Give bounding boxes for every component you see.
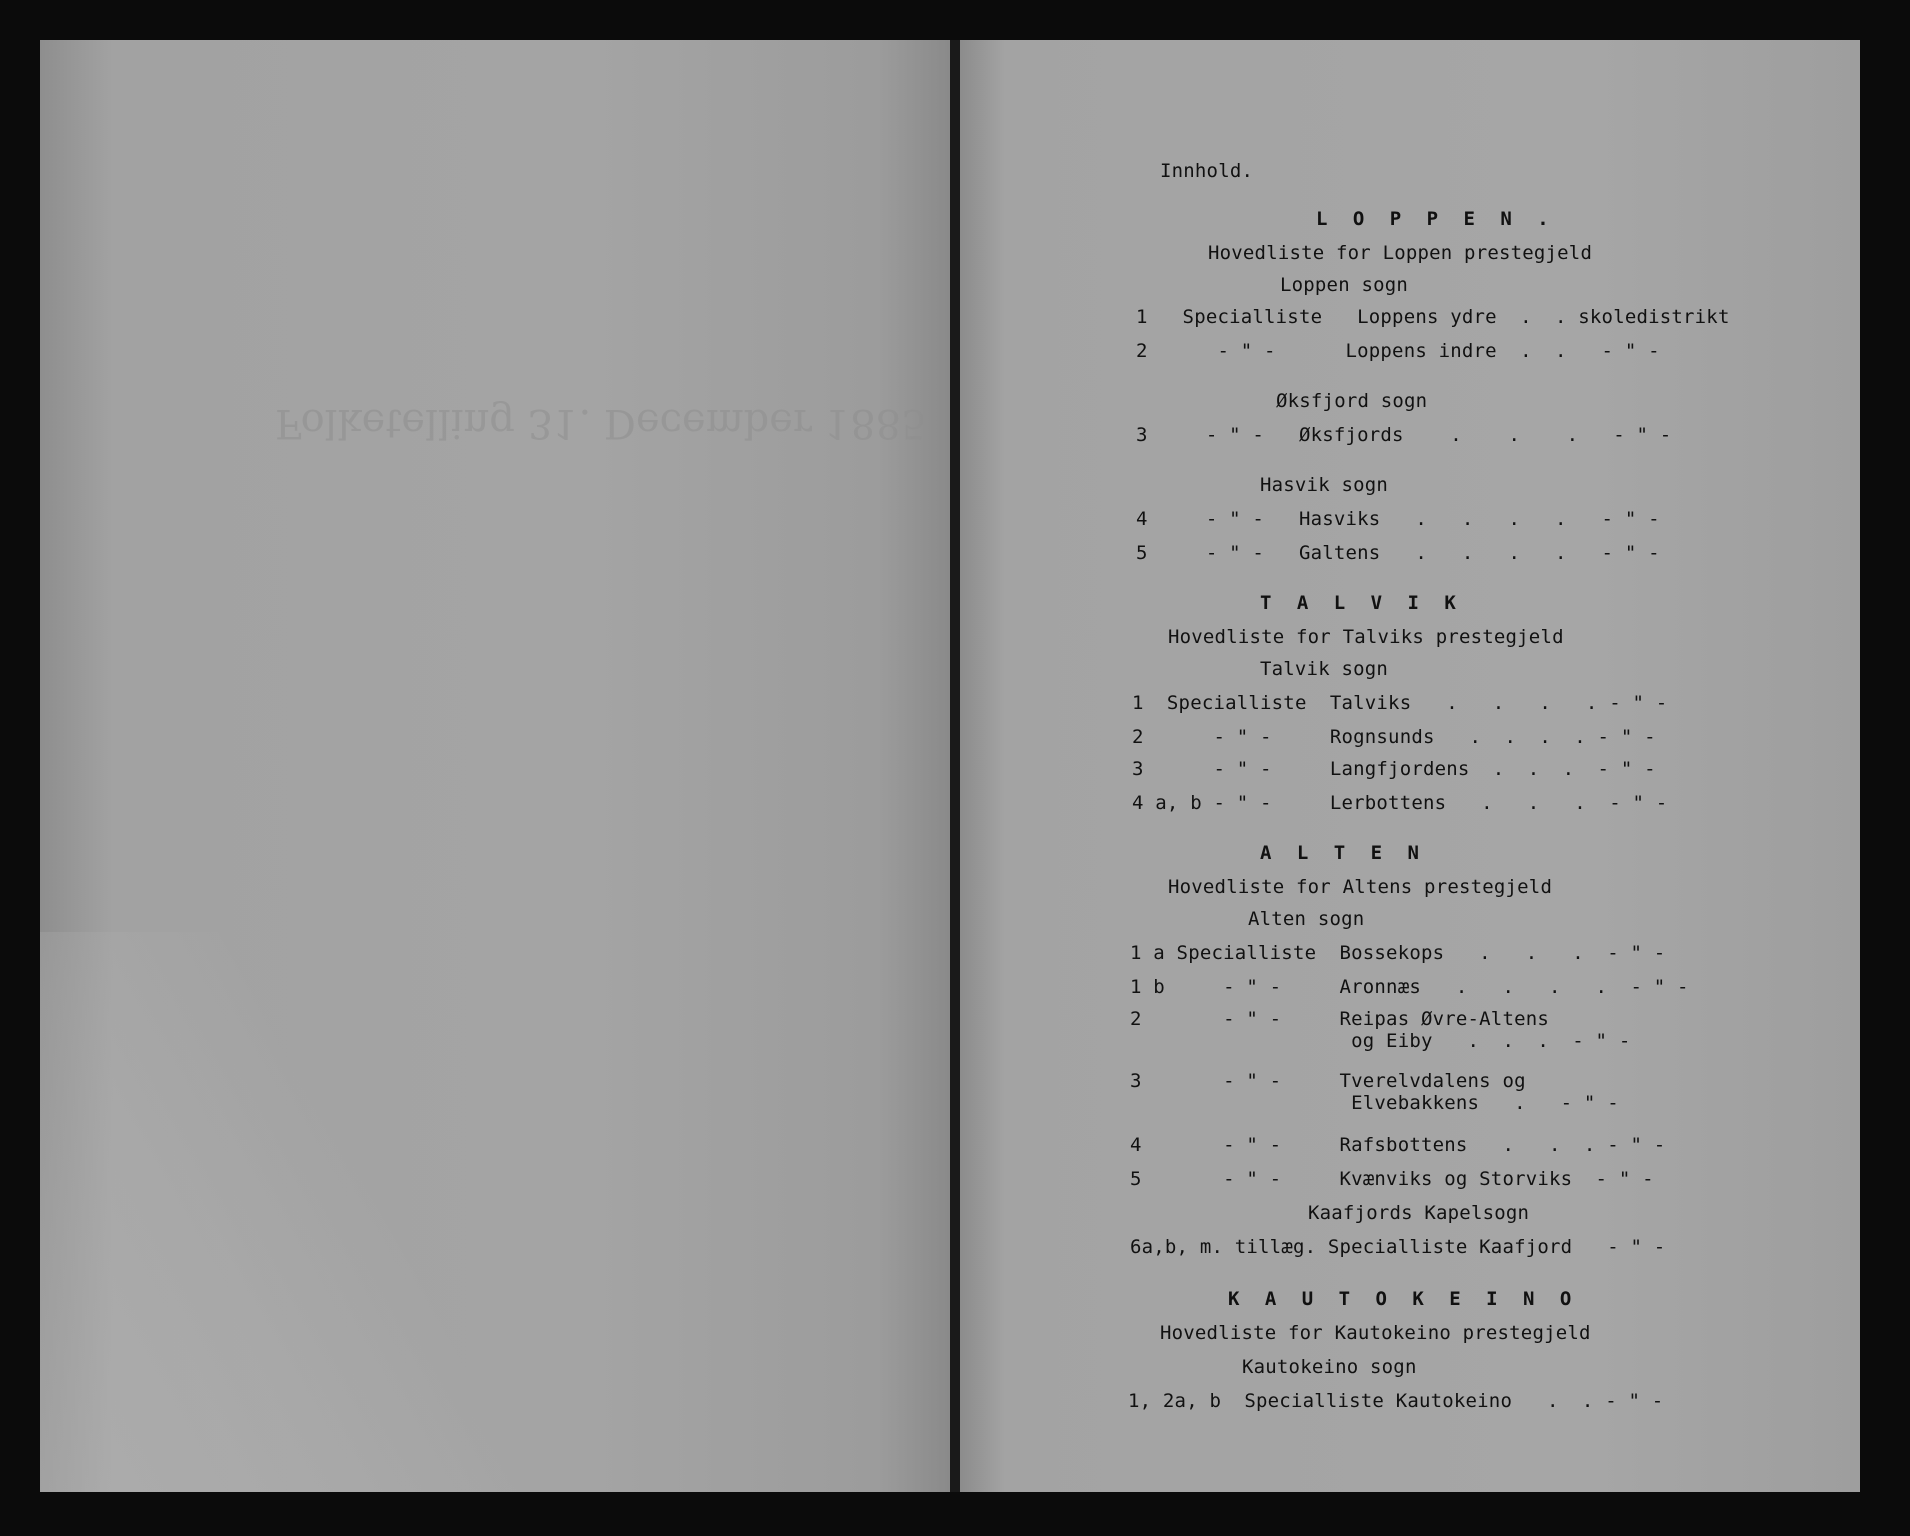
book-gutter <box>950 40 960 1492</box>
list-item: 1 Specialliste Talviks . . . . - " - <box>1132 692 1668 714</box>
sogn-talvik: Talvik sogn <box>1260 658 1389 680</box>
faint-title: Folketelling 31. December 1885 <box>275 400 927 446</box>
list-item: 5 - " - Galtens . . . . - " - <box>1136 542 1660 564</box>
page-title: Innhold. <box>1160 160 1254 182</box>
hovedliste-alten: Hovedliste for Altens prestegjeld <box>1168 876 1553 898</box>
list-item: 1 Specialliste Loppens ydre . . skoledistrikt <box>1136 306 1730 328</box>
sogn-kautokeino: Kautokeino sogn <box>1242 1356 1417 1378</box>
list-item: 3 - " - Tverelvdalens og <box>1130 1070 1526 1092</box>
list-item: 5 - " - Kvænviks og Storviks - " - <box>1130 1168 1654 1190</box>
list-item: 4 a, b - " - Lerbottens . . . - " - <box>1132 792 1668 814</box>
list-item: 1 a Specialliste Bossekops . . . - " - <box>1130 942 1666 964</box>
hovedliste-kautokeino: Hovedliste for Kautokeino prestegjeld <box>1160 1322 1591 1344</box>
list-item: 1, 2a, b Specialliste Kautokeino . . - " - <box>1128 1390 1664 1412</box>
sogn-loppen: Loppen sogn <box>1280 274 1409 296</box>
left-page <box>40 40 950 1492</box>
list-item: Elvebakkens . - " - <box>1130 1092 1619 1114</box>
right-page <box>960 40 1860 1492</box>
list-item: 3 - " - Øksfjords . . . - " - <box>1136 424 1672 446</box>
hovedliste-loppen: Hovedliste for Loppen prestegjeld <box>1208 242 1593 264</box>
list-item: 1 b - " - Aronnæs . . . . - " - <box>1130 976 1689 998</box>
list-item: 4 - " - Rafsbottens . . . - " - <box>1130 1134 1666 1156</box>
list-item: 2 - " - Rognsunds . . . . - " - <box>1132 726 1656 748</box>
section-heading-alten: A L T E N <box>1260 842 1426 864</box>
section-heading-talvik: T A L V I K <box>1260 592 1463 614</box>
list-item: 3 - " - Langfjordens . . . - " - <box>1132 758 1656 780</box>
list-item: 2 - " - Loppens indre . . - " - <box>1136 340 1660 362</box>
sogn-oksfjord: Øksfjord sogn <box>1276 390 1428 412</box>
hovedliste-talvik: Hovedliste for Talviks prestegjeld <box>1168 626 1564 648</box>
list-item: 2 - " - Reipas Øvre-Altens <box>1130 1008 1550 1030</box>
sogn-kaafjord: Kaafjords Kapelsogn <box>1308 1202 1530 1224</box>
list-item: og Eiby . . . - " - <box>1130 1030 1631 1052</box>
list-item: 6a,b, m. tillæg. Specialliste Kaafjord - " - <box>1130 1236 1666 1258</box>
list-item: 4 - " - Hasviks . . . . - " - <box>1136 508 1660 530</box>
section-heading-kautokeino: K A U T O K E I N O <box>1228 1288 1579 1310</box>
sogn-alten: Alten sogn <box>1248 908 1365 930</box>
section-heading-loppen: L O P P E N . <box>1316 208 1556 230</box>
sogn-hasvik: Hasvik sogn <box>1260 474 1389 496</box>
